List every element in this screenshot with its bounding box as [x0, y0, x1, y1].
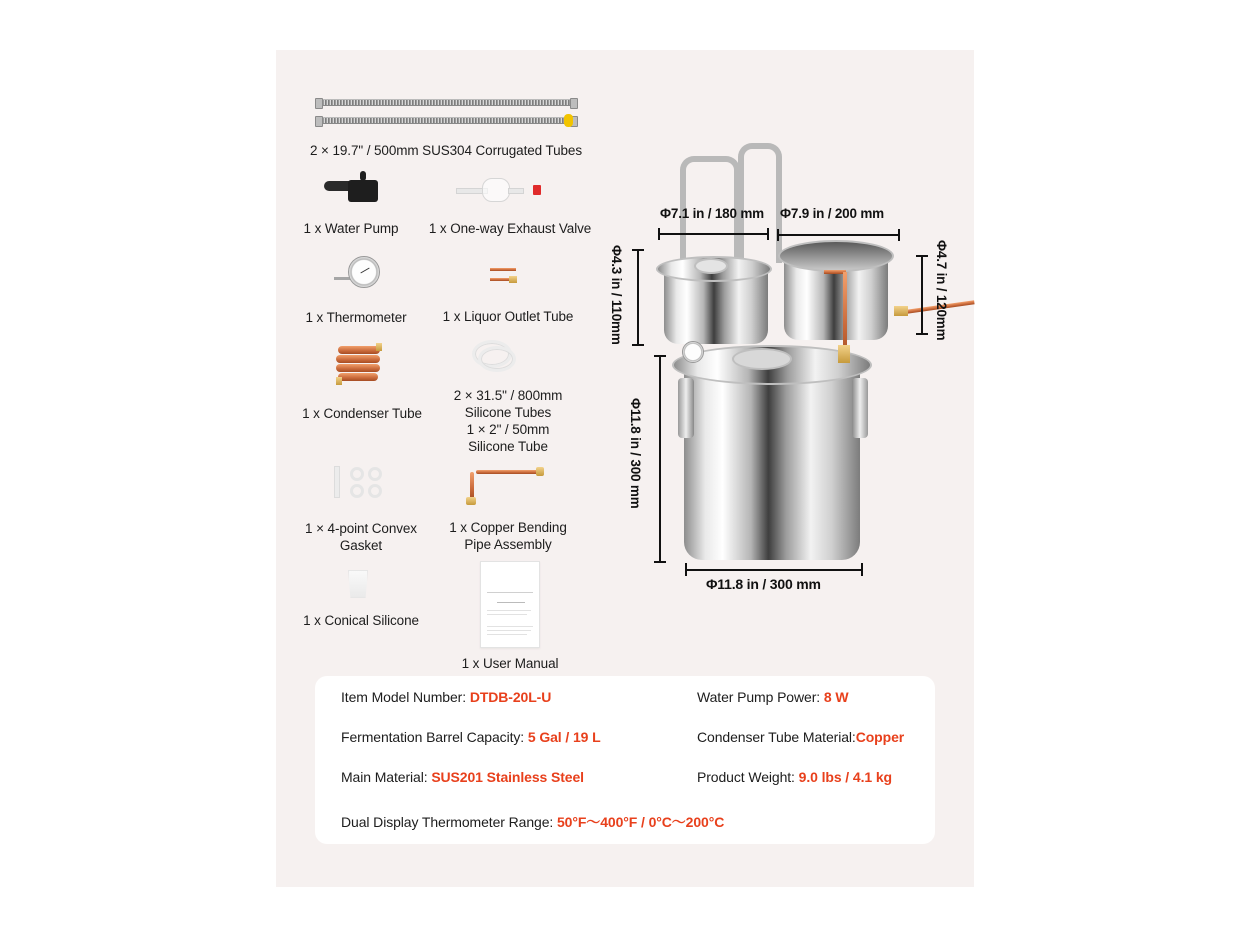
fermentation-barrel	[684, 372, 860, 560]
corrugated-tubes-label: 2 × 19.7" / 500mm SUS304 Corrugated Tubes	[310, 143, 582, 158]
water-pump-label: 1 x Water Pump	[303, 221, 399, 236]
latch-right	[852, 378, 868, 438]
dim-line-large-pot-width	[777, 234, 899, 236]
spec-thermometer-range: Dual Display Thermometer Range: 50°F～400°F / 0°C～200°C	[341, 814, 725, 830]
spec-model-number: Item Model Number: DTDB-20L-U	[341, 689, 552, 705]
dim-line-small-pot-width	[658, 233, 768, 235]
dim-large-pot-height: Φ4.7 in / 120mm	[934, 240, 949, 341]
dim-line-barrel-height	[659, 356, 661, 562]
hose-right	[738, 143, 782, 263]
dim-small-pot-diameter: Φ7.1 in / 180 mm	[660, 206, 764, 221]
barrel-thermometer	[682, 341, 704, 363]
convex-gasket-label: 1 × 4-point Convex Gasket	[305, 521, 417, 553]
latch-left	[678, 378, 694, 438]
spec-main-material: Main Material: SUS201 Stainless Steel	[341, 769, 584, 785]
spec-condenser-material: Condenser Tube Material:Copper	[697, 729, 905, 745]
user-manual-label: 1 x User Manual	[461, 656, 559, 671]
conical-silicone-icon	[348, 570, 368, 598]
dim-line-barrel-width	[685, 569, 862, 571]
spec-barrel-capacity: Fermentation Barrel Capacity: 5 Gal / 19 L	[341, 729, 601, 745]
dim-line-small-pot-height	[637, 250, 639, 345]
dim-small-pot-height: Φ4.3 in / 110mm	[609, 245, 624, 345]
conical-silicone-label: 1 x Conical Silicone	[303, 613, 419, 628]
condenser-tube-label: 1 x Condenser Tube	[302, 406, 422, 421]
thermometer-label: 1 x Thermometer	[305, 310, 407, 325]
silicone-tubes-label: 2 × 31.5" / 800mm Silicone Tubes 1 × 2" / 50mm Silicone Tube	[453, 388, 563, 454]
dim-barrel-height: Φ11.8 in / 300 mm	[628, 398, 643, 509]
user-manual-icon	[480, 561, 540, 648]
dim-barrel-diameter: Φ11.8 in / 300 mm	[706, 576, 821, 592]
exhaust-valve-label: 1 x One-way Exhaust Valve	[428, 221, 592, 236]
dim-large-pot-diameter: Φ7.9 in / 200 mm	[780, 206, 884, 221]
spec-pump-power: Water Pump Power: 8 W	[697, 689, 849, 705]
copper-bending-pipe-label: 1 x Copper Bending Pipe Assembly	[449, 520, 567, 552]
spec-product-weight: Product Weight: 9.0 lbs / 4.1 kg	[697, 769, 892, 785]
liquor-outlet-tube-label: 1 x Liquor Outlet Tube	[442, 309, 574, 324]
dim-line-large-pot-height	[921, 256, 923, 334]
